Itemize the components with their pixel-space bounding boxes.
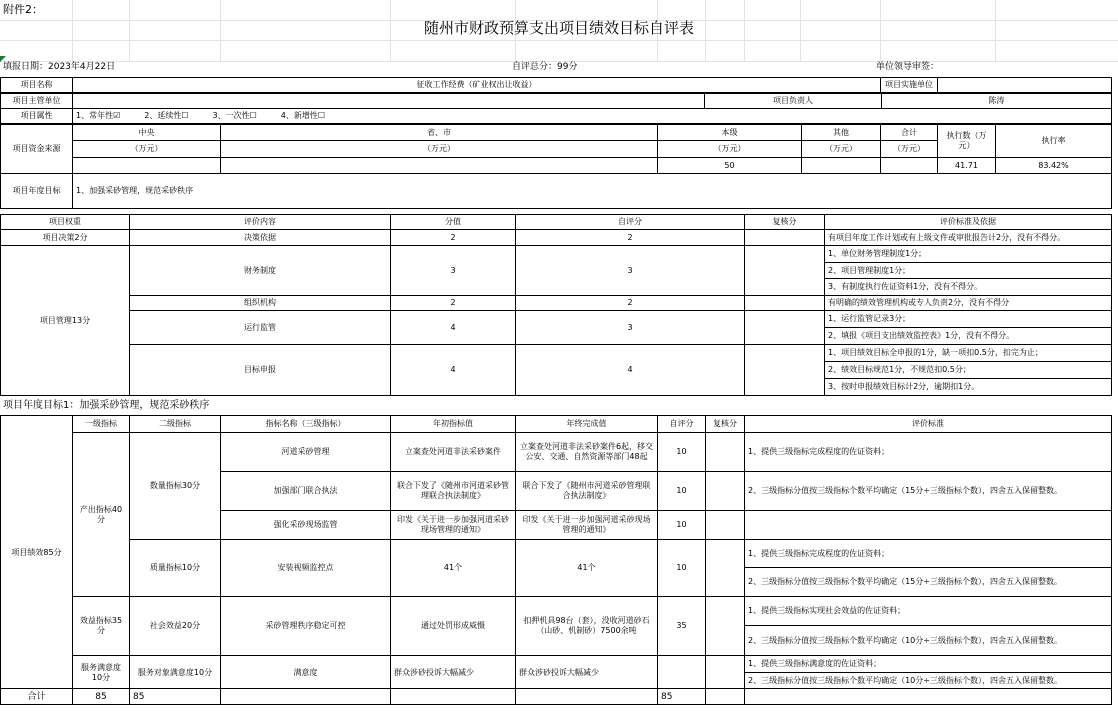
criteria-benefit bbox=[745, 597, 1112, 656]
criteria-finance-1: 1、单位财务管理制度1分； bbox=[825, 246, 1112, 263]
indicator-name-4: 安装视频监控点 bbox=[221, 540, 391, 597]
province-city-header: 省、市 bbox=[221, 125, 658, 141]
local-header: 本级 bbox=[658, 125, 802, 141]
review-finance bbox=[745, 246, 825, 296]
score-decision-basis: 2 bbox=[391, 230, 516, 246]
review-2 bbox=[706, 472, 745, 511]
target-1: 立案查处河道非法采砂案件 bbox=[391, 433, 516, 472]
total-empty-5 bbox=[745, 689, 1112, 705]
funding-table bbox=[0, 124, 1112, 209]
criteria-finance-2: 2、项目管理制度1分； bbox=[825, 263, 1112, 279]
leader-label: 项目负责人 bbox=[705, 94, 882, 109]
perf-label: 项目绩效85分 bbox=[1, 416, 73, 691]
weights-table bbox=[0, 214, 1112, 396]
exec-rate-header: 执行率 bbox=[996, 125, 1112, 158]
decision-label: 项目决策2分 bbox=[1, 230, 130, 246]
attr-4: 4、新增性☐ bbox=[280, 111, 326, 120]
total-score-2: 85 bbox=[130, 689, 221, 705]
indicator-name-3: 强化采砂现场监管 bbox=[221, 511, 391, 540]
total-label: 合计 bbox=[1, 689, 73, 705]
attr-2: 2、延续性☐ bbox=[144, 111, 189, 120]
self-supervision: 3 bbox=[516, 311, 745, 345]
self-3: 10 bbox=[658, 511, 706, 540]
output-label: 产出指标40分 bbox=[73, 433, 130, 597]
project-attributes bbox=[73, 109, 1112, 124]
content-organization: 组织机构 bbox=[130, 296, 391, 311]
criteria-quality-2: 2、三级指标分值按三级指标个数平均确定（15分÷三级指标个数），四舍五入保留整数。 bbox=[748, 577, 1062, 586]
province-value bbox=[221, 158, 658, 174]
weights-header-self: 自评分 bbox=[516, 215, 745, 230]
central-value bbox=[73, 158, 221, 174]
weights-header-weight: 项目权重 bbox=[1, 215, 130, 230]
local-value: 50 bbox=[658, 158, 802, 174]
criteria-supervision-1: 1、运行监管记录3分； bbox=[825, 311, 1112, 328]
supervisor-unit bbox=[73, 94, 705, 109]
criteria-benefit-2: 2、三级指标分值按三级指标个数平均确定（10分÷三级指标个数），四舍五入保留整数。 bbox=[748, 636, 1062, 645]
exec-amount-header: 执行数（万元） bbox=[938, 125, 996, 158]
project-name: 征收工作经费（矿业权出让收益） bbox=[73, 78, 881, 93]
content-finance: 财务制度 bbox=[130, 246, 391, 296]
total-empty-1 bbox=[221, 689, 391, 705]
project-name-label: 项目名称 bbox=[1, 78, 73, 93]
review-organization bbox=[745, 296, 825, 311]
criteria-quality bbox=[745, 540, 1112, 597]
actual-6: 群众涉砂投诉大幅减少 bbox=[516, 656, 658, 690]
perf-section-title: 项目年度目标1：加强采砂管理，规范采砂秩序 bbox=[3, 400, 210, 411]
criteria-finance-3: 3、有制度执行佐证资料1分，没有不得分。 bbox=[825, 279, 1112, 296]
criteria-supervision-2: 2、填报《项目支出绩效监控表》1分，没有不得分。 bbox=[825, 328, 1112, 345]
weights-header-criteria: 评价标准及依据 bbox=[825, 215, 1112, 230]
project-info-table-2 bbox=[0, 93, 1112, 124]
exec-rate: 83.42% bbox=[996, 158, 1112, 174]
weights-header-review: 复核分 bbox=[745, 215, 825, 230]
attr-1: 1、常年性☑ bbox=[76, 111, 121, 120]
weights-header-score: 分值 bbox=[391, 215, 516, 230]
actual-3: 印发《关于进一步加强河道采砂现场管理的通知》 bbox=[516, 511, 658, 540]
indicator-name-2: 加强部门联合执法 bbox=[221, 472, 391, 511]
criteria-quantity-1: 1、提供三级指标完成程度的佐证资料； bbox=[745, 433, 1112, 472]
target-2: 联合下发了《随州市河道采砂管理联合执法制度》 bbox=[391, 472, 516, 511]
other-header: 其他 bbox=[802, 125, 881, 141]
total-empty-3 bbox=[516, 689, 658, 705]
indicator-name-6: 满意度 bbox=[221, 656, 391, 690]
score-supervision: 4 bbox=[391, 311, 516, 345]
review-target-declare bbox=[745, 345, 825, 396]
self-2: 10 bbox=[658, 472, 706, 511]
review-decision-basis bbox=[745, 230, 825, 246]
score-target-declare: 4 bbox=[391, 345, 516, 396]
self-decision-basis: 2 bbox=[516, 230, 745, 246]
self-6 bbox=[658, 656, 706, 690]
benefit-label: 效益指标35分 bbox=[73, 597, 130, 656]
social-label: 社会效益20分 bbox=[130, 597, 221, 656]
attr-label: 项目属性 bbox=[1, 109, 73, 124]
content-supervision: 运行监管 bbox=[130, 311, 391, 345]
impl-unit bbox=[938, 78, 1112, 93]
perf-header-target: 年初指标值 bbox=[391, 416, 516, 433]
attr-3: 3、一次性☐ bbox=[212, 111, 257, 120]
unit-local: （万元） bbox=[658, 141, 802, 158]
score-finance: 3 bbox=[391, 246, 516, 296]
perf-header-criteria: 评价标准 bbox=[745, 416, 1112, 433]
total-header: 合计 bbox=[881, 125, 938, 141]
self-5: 35 bbox=[658, 597, 706, 656]
content-target-declare: 目标申报 bbox=[130, 345, 391, 396]
review-supervision bbox=[745, 311, 825, 345]
total-empty-4 bbox=[706, 689, 745, 705]
totals-table bbox=[0, 688, 1112, 705]
criteria-target-3: 3、按时申报绩效目标计2分，逾期扣1分。 bbox=[825, 379, 1112, 396]
review-1 bbox=[706, 433, 745, 472]
self-target-declare: 4 bbox=[516, 345, 745, 396]
central-header: 中央 bbox=[73, 125, 221, 141]
review-5 bbox=[706, 597, 745, 656]
leader-review: 单位领导审签： bbox=[876, 62, 940, 72]
project-info-table bbox=[0, 77, 1112, 93]
self-finance: 3 bbox=[516, 246, 745, 296]
criteria-decision-basis: 有项目年度工作计划或有上级文件或审批报告计2分，没有不得分。 bbox=[825, 230, 1112, 246]
fill-date: 填报日期：2023年4月22日 bbox=[3, 62, 116, 72]
performance-table bbox=[0, 415, 1112, 691]
perf-header-level1: 一级指标 bbox=[73, 416, 130, 433]
review-4 bbox=[706, 540, 745, 597]
target-6: 群众涉砂投诉大幅减少 bbox=[391, 656, 516, 690]
perf-header-review: 复核分 bbox=[706, 416, 745, 433]
indicator-name-5: 采砂管理秩序稳定可控 bbox=[221, 597, 391, 656]
self-4: 10 bbox=[658, 540, 706, 597]
actual-2: 联合下发了《随州市河道采砂管理联合执法制度》 bbox=[516, 472, 658, 511]
total-value bbox=[881, 158, 938, 174]
criteria-organization: 有明确的绩效管理机构或专人负责2分，没有不得分 bbox=[825, 296, 1112, 311]
criteria-target-1: 1、项目绩效目标全申报的1分，缺一项扣0.5分，扣完为止； bbox=[825, 345, 1112, 362]
criteria-satisfaction-2: 2、三级指标分值按三级指标个数平均确定（10分÷三级指标个数），四舍五入保留整数。 bbox=[748, 676, 1062, 685]
review-6 bbox=[706, 656, 745, 690]
review-3 bbox=[706, 511, 745, 540]
self-1: 10 bbox=[658, 433, 706, 472]
other-value bbox=[802, 158, 881, 174]
unit-total: （万元） bbox=[881, 141, 938, 158]
year-goal-label: 项目年度目标 bbox=[1, 174, 73, 209]
quality-label: 质量指标10分 bbox=[130, 540, 221, 597]
total-score-1: 85 bbox=[73, 689, 130, 705]
criteria-target-2: 2、绩效目标规范1分，不规范扣0.5分； bbox=[825, 362, 1112, 379]
supervisor-label: 项目主管单位 bbox=[1, 94, 73, 109]
service-label: 服务对象满意度10分 bbox=[130, 656, 221, 690]
total-empty-2 bbox=[391, 689, 516, 705]
actual-4: 41个 bbox=[516, 540, 658, 597]
criteria-quantity-3 bbox=[745, 511, 1112, 540]
content-decision-basis: 决策依据 bbox=[130, 230, 391, 246]
unit-other: （万元） bbox=[802, 141, 881, 158]
unit-province: （万元） bbox=[221, 141, 658, 158]
unit-central: （万元） bbox=[73, 141, 221, 158]
perf-header-actual: 年终完成值 bbox=[516, 416, 658, 433]
target-4: 41个 bbox=[391, 540, 516, 597]
total-self: 85 bbox=[658, 689, 706, 705]
page-title: 随州市财政预算支出项目绩效目标自评表 bbox=[423, 19, 694, 37]
year-goal: 1、加强采砂管理，规范采砂秩序 bbox=[73, 174, 1112, 209]
self-organization: 2 bbox=[516, 296, 745, 311]
indicator-name-1: 河道采砂管理 bbox=[221, 433, 391, 472]
criteria-benefit-1: 1、提供三级指标实现社会效益的佐证资料； bbox=[745, 597, 1111, 626]
criteria-quantity-2: 2、三级指标分值按三级指标个数平均确定（15分÷三级指标个数），四舍五入保留整数。 bbox=[745, 472, 1112, 511]
quantity-label: 数量指标30分 bbox=[130, 433, 221, 540]
criteria-satisfaction bbox=[745, 656, 1112, 690]
perf-header-self: 自评分 bbox=[658, 416, 706, 433]
actual-5: 扣押机具98台（套），没收河道砂石（山砂、机制砂）7500余吨 bbox=[516, 597, 658, 656]
perf-header-level2: 二级指标 bbox=[130, 416, 221, 433]
exec-value: 41.71 bbox=[938, 158, 996, 174]
criteria-quality-1: 1、提供三级指标完成程度的佐证资料； bbox=[745, 540, 1111, 568]
score-organization: 2 bbox=[391, 296, 516, 311]
satisfaction-label: 服务满意度10分 bbox=[73, 656, 130, 690]
perf-header-name: 指标名称（三级指标） bbox=[221, 416, 391, 433]
criteria-satisfaction-1: 1、提供三级指标满意度的佐证资料； bbox=[745, 656, 1111, 673]
target-5: 通过处罚形成威慑 bbox=[391, 597, 516, 656]
target-3: 印发《关于进一步加强河道采砂现场管理的通知》 bbox=[391, 511, 516, 540]
funding-label: 项目资金来源 bbox=[1, 125, 73, 174]
attachment-label: 附件2： bbox=[3, 3, 43, 16]
impl-unit-label: 项目实施单位 bbox=[881, 78, 938, 93]
actual-1: 立案查处河道非法采砂案件6起，移交公安、交通、自然资源等部门48起 bbox=[516, 433, 658, 472]
self-eval-total: 自评总分：99分 bbox=[512, 62, 578, 72]
management-label: 项目管理13分 bbox=[1, 246, 130, 396]
weights-header-content: 评价内容 bbox=[130, 215, 391, 230]
leader-name: 陈涛 bbox=[882, 94, 1112, 109]
